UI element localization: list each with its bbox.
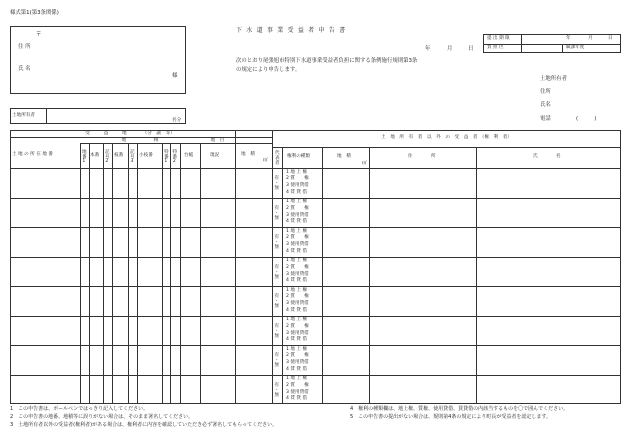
rights-kind-option[interactable]: 2 質 権 — [286, 176, 309, 182]
rights-kind-option[interactable]: 1 地 上 権 — [286, 346, 308, 352]
deadline-year: 年 — [566, 36, 571, 41]
registry-header: 地 積 — [121, 138, 159, 143]
col-koedaban: 小枝番 — [139, 153, 153, 158]
rights-kind-option[interactable]: 1 地 上 権 — [286, 317, 308, 322]
col-right-area: 地 積 — [337, 154, 351, 159]
deadline-day: 日 — [608, 36, 613, 41]
location-header: 土 地 の 所 在 地 番 — [12, 152, 53, 157]
col-representative: 代表者 — [274, 150, 280, 166]
rights-kind-option[interactable]: 2 質 権 — [286, 382, 309, 388]
note-2: 2 この申告書の地番、地積等に誤りがない場合は、そのまま署名してください。 — [10, 414, 194, 420]
rights-kind-option[interactable]: 2 質 権 — [286, 205, 309, 211]
rights-kind-option[interactable]: 3 使用貸借 — [286, 183, 309, 189]
date-year: 年 — [425, 46, 431, 52]
date-day: 日 — [468, 46, 474, 52]
col-chiseki-unit: ㎡ — [263, 158, 268, 163]
declarant-name: 氏名 — [540, 102, 551, 108]
rights-kind-option[interactable]: 3 使用貸借 — [286, 330, 309, 336]
rights-kind-option[interactable]: 1 地 上 権 — [286, 169, 308, 175]
area-label: 負 担 区 — [487, 45, 504, 50]
name-label: 氏 名 — [18, 66, 31, 72]
year-label: 賦課年度 — [566, 45, 585, 50]
col-edaban: 枝番 — [114, 153, 124, 158]
rights-kind-option[interactable]: 4 賃 貸 借 — [286, 278, 308, 284]
rights-kind-option[interactable]: 1 地 上 権 — [286, 258, 308, 263]
rights-kind-option[interactable]: 2 質 権 — [286, 294, 309, 300]
declarant-address: 住所 — [540, 89, 551, 95]
deadline-label: 提 出 期 限 — [487, 36, 510, 41]
col-right-name: 氏 名 — [533, 154, 561, 159]
rights-kind-option[interactable]: 2 質 権 — [286, 235, 309, 241]
declarant-heading: 土地所有者 — [540, 76, 567, 82]
rights-kind-option[interactable]: 4 賃 貸 借 — [286, 219, 308, 225]
col-daicho: 台帳 — [184, 153, 194, 158]
col-right-address: 住 所 — [408, 154, 436, 159]
left-header: 受 益 地 （分 譲 等） — [85, 131, 175, 136]
yes-no-toggle[interactable]: 有・無 — [273, 381, 279, 397]
col-kigo3: 記号3 — [129, 149, 135, 165]
col-kigo2: 記号2 — [104, 149, 110, 165]
main-table — [10, 130, 621, 404]
address-label: 住 所 — [18, 44, 31, 50]
col-honban: 本番 — [90, 153, 100, 158]
right-header: 土 地 所 有 者 以 外 の 受 益 者 （権 利 者） — [381, 135, 512, 140]
form-id: 様式第1(第3条関係) — [10, 10, 59, 16]
note-3: 3 土地所有者以外の受益者(権利者)がある場合は、権利者に内容を確認していただき必ず署名してもらってください。 — [10, 422, 278, 428]
owner-box — [10, 108, 186, 124]
rights-kind-option[interactable]: 4 賃 貸 借 — [286, 396, 308, 402]
yes-no-toggle[interactable]: 有・無 — [273, 352, 279, 368]
rights-kind-option[interactable]: 3 使用貸借 — [286, 242, 309, 248]
rights-kind-option[interactable]: 1 地 上 権 — [286, 199, 308, 204]
rights-kind-option[interactable]: 3 使用貸借 — [286, 360, 309, 366]
date-month: 月 — [447, 46, 453, 52]
rights-kind-option[interactable]: 4 賃 貸 借 — [286, 189, 308, 195]
yes-no-toggle[interactable]: 有・無 — [273, 263, 279, 279]
seal-mark: 様 — [172, 73, 178, 79]
col-right-area-unit: ㎡ — [362, 161, 367, 166]
owner-label: 土地所有者 — [12, 113, 35, 118]
rights-kind-option[interactable]: 4 賃 貸 借 — [286, 366, 308, 372]
rights-kind-option[interactable]: 3 使用貸借 — [286, 271, 309, 277]
rights-kind-option[interactable]: 3 使用貸借 — [286, 212, 309, 218]
declarant-phone-paren: ( ) — [576, 116, 597, 122]
note-5: 5 この申告書の提出がない場合は、規則第4条の規定により町長が受益者を認定します。 — [350, 414, 551, 420]
rights-kind-option[interactable]: 3 使用貸借 — [286, 389, 309, 395]
note-1: 1 この申告書は、ボールペンではっきり記入してください。 — [10, 406, 149, 412]
note-4: 4 権利の種類欄は、地上権、質権、使用貸借、賃貸借の内該当するものを〇で囲んでください。 — [350, 406, 569, 412]
yes-no-toggle[interactable]: 有・無 — [273, 204, 279, 220]
col-rights-kind: 権利の種類 — [287, 154, 310, 159]
yes-no-toggle[interactable]: 有・無 — [273, 234, 279, 250]
rights-kind-option[interactable]: 2 質 権 — [286, 353, 309, 359]
rights-kind-option[interactable]: 1 地 上 権 — [286, 287, 308, 293]
intro-line-2: の規定により申告します。 — [236, 67, 301, 73]
deadline-month: 月 — [588, 36, 593, 41]
rights-kind-option[interactable]: 4 賃 貸 借 — [286, 307, 308, 313]
rights-kind-option[interactable]: 2 質 権 — [286, 323, 309, 329]
yes-no-toggle[interactable]: 有・無 — [273, 322, 279, 338]
col-genkyo: 現況 — [210, 153, 220, 158]
col-tokuban2: 特番2 — [171, 149, 177, 165]
rights-kind-option[interactable]: 4 賃 貸 借 — [286, 248, 308, 254]
rights-kind-option[interactable]: 4 賃 貸 借 — [286, 337, 308, 343]
col-chiban1: 地番1 — [81, 149, 87, 165]
rights-kind-option[interactable]: 1 地 上 権 — [286, 228, 308, 234]
col-tokuban1: 特番1 — [163, 149, 169, 165]
owner-count: 名分 — [172, 118, 182, 123]
page-title: 下 水 道 事 業 受 益 者 申 告 書 — [236, 27, 347, 34]
yes-no-toggle[interactable]: 有・無 — [273, 175, 279, 191]
intro-line-1: 次のとおり尾張旭市特別下水道事業受益者負担に関する条例施行規則第3条 — [236, 58, 418, 64]
rights-kind-option[interactable]: 2 質 権 — [286, 264, 309, 270]
yes-no-toggle[interactable]: 有・無 — [273, 293, 279, 309]
rights-kind-option[interactable]: 1 地 上 権 — [286, 376, 308, 381]
rights-kind-option[interactable]: 3 使用貸借 — [286, 301, 309, 307]
col-chiseki: 地 積 — [241, 152, 255, 157]
declarant-phone: 電話 — [540, 116, 551, 122]
postal-mark: 〒 — [36, 32, 42, 38]
registry-header-2: 地 目 — [210, 138, 225, 143]
